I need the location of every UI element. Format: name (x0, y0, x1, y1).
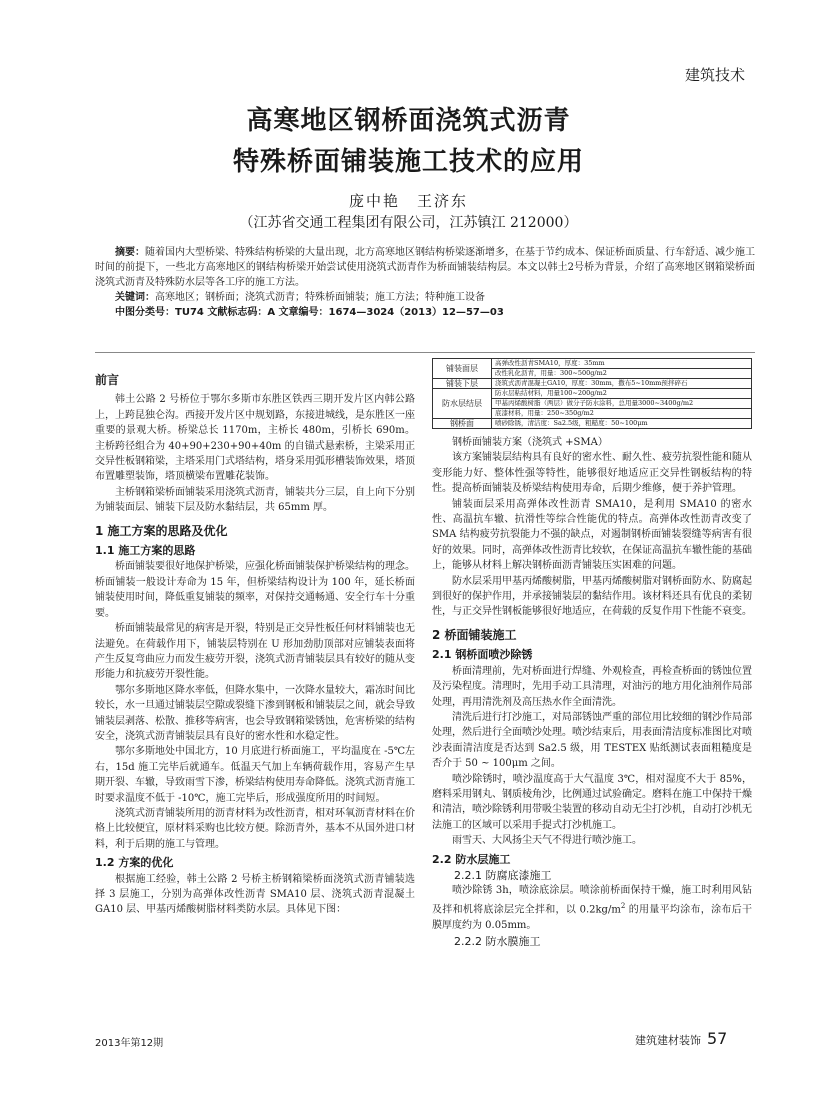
table-caption: 钢桥面铺装方案（浇筑式 +SMA） (452, 437, 608, 448)
paragraph: 根据施工经验，韩土公路 2 号桥主桥钢箱梁桥面浇筑式沥青铺装选择 3 层施工，分别为高弹体改性沥青 SMA10 层、浇筑式沥青混凝土 GA10 层、甲基丙烯酸树脂材料类防水层。具体见下图： (95, 873, 415, 916)
divider (95, 352, 755, 353)
abstract-body: 随着国内大型桥梁、特殊结构桥梁的大量出现，北方高寒地区钢结构桥梁逐渐增多，在基于节约成本、保证桥面质量、行车舒适、减少施工时间的前提下，一些北方高寒地区的钢结构桥梁开始尝试使用浇筑式沥青作为桥面铺装结构层。本文以韩土2号桥为背景，介绍了高寒地区钢箱梁桥面浇筑式沥青及特殊防水层等各工序的施工方法。 (95, 247, 755, 288)
subsubsection-heading: 2.2.1 防腐底漆施工 (454, 868, 552, 882)
layer-detail: 甲基丙烯酸树脂（两层）做分子防水涂料，总用量3000~3400g/m2 (492, 399, 752, 409)
layer-name: 钢桥面 (433, 419, 492, 429)
paragraph: 铺装面层采用高弹体改性沥青 SMA10，是利用 SMA10 的密水性、高温抗车辙、抗滑性等综合性能优的特点。高弹体改性沥青改变了 SMA 结构疲劳抗裂能力不强的缺点，对遏制钢桥面铺装裂缝等病害有很好的效果。同时，高弹体改性沥青比较软，在保证高温抗车辙性能的基础上，能够从材料上解决钢桥面沥青铺装压实困难的问题。 (432, 498, 752, 572)
abstract-block (95, 245, 755, 320)
keywords-body: 高寒地区；钢桥面；浇筑式沥青；特殊桥面铺装；施工方法；特种施工设备 (155, 292, 485, 303)
paragraph: 该方案铺装层结构具有良好的密水性、耐久性、疲劳抗裂性能和随从变形能力好、整体性强等特性，能够很好地适应正交异性钢板结构的特性。提高桥面铺装及桥梁结构使用寿命，后期少维修，便于养护管理。 (432, 452, 752, 495)
layer-detail: 喷砂除锈，清洁度：Sa2.5级，粗糙度：50~100μm (492, 419, 752, 429)
text-run: 喷沙除锈 3h，喷涂底涂层。喷涂前桥面保持干燥，施工时利用风钻及拌和机将底涂层完全拌和，以 0.2kg/m (432, 885, 752, 916)
section-heading: 2 桥面铺装施工 (432, 627, 517, 642)
table-row (433, 379, 752, 389)
table-row (433, 389, 752, 399)
layer-detail: 浇筑式沥青混凝土GA10，厚度：30mm，撒布5~10mm预拌碎石 (492, 379, 752, 389)
paragraph: 清洗后进行打沙施工，对局部锈蚀严重的部位用比较细的钢沙作局部处理，然后进行全面喷沙处理。喷沙结束后，用表面清洁度标准图比对喷沙表面清洁度是否达到 Sa2.5 级，用 TESTEX 贴纸测试表面粗糙度是否介于 50 ~ 100μm 之间。 (432, 711, 752, 770)
superscript: 2 (620, 901, 626, 910)
layer-detail: 高弹改性沥青SMA10，厚度：35mm (492, 359, 752, 369)
paragraph: 主桥钢箱梁桥面铺装采用浇筑式沥青，铺装共分三层，自上向下分别为铺装面层、铺装下层及防水黏结层，共 65mm 厚。 (95, 486, 415, 514)
paragraph: 雨雪天、大风扬尘天气不得进行喷沙施工。 (452, 835, 642, 847)
subsection-heading: 2.1 钢桥面喷沙除锈 (432, 648, 533, 662)
preface-heading: 前言 (95, 373, 120, 387)
text-run: 的用量平均涂布，涂布后干膜厚度约为 0.05mm。 (432, 904, 752, 931)
table-row (433, 419, 752, 429)
paragraph: 浇筑式沥青铺装所用的沥青材料为改性沥青，相对环氧沥青材料在价格上比较便宜，原材料采购也比较方便。除沥青外，基本不从国外进口材料，利于后期的施工与管理。 (95, 807, 415, 850)
journal-name: 建筑建材装饰 (635, 1034, 701, 1047)
paragraph: 防水层采用甲基丙烯酸树脂，甲基丙烯酸树脂对钢桥面防水、防腐起到很好的保护作用，并承接铺装层的黏结作用。该材料还具有优良的柔韧性，与正交异性钢板能够很好地适应，在荷载的反复作用下性能不衰变。 (432, 575, 752, 618)
paragraph: 桥面铺装要很好地保护桥梁，应强化桥面铺装保护桥梁结构的理念。桥面铺装一般设计寿命为 15 年，但桥梁结构设计为 100 年，延长桥面铺装使用时间，降低重复铺装的频率，对保持交通畅通、安全行车十分重要。 (95, 561, 415, 619)
subsubsection-heading: 2.2.2 防水膜施工 (454, 934, 541, 948)
section-tag: 建筑技术 (684, 66, 745, 84)
paragraph: 鄂尔多斯地处中国北方，10 月底进行桥面施工，平均温度在 -5℃左右，15d 施工完毕后就通车。低温天气加上车辆荷载作用，容易产生早期开裂、车辙，导致雨雪下渗，桥梁结构使用寿命降低。浇筑式沥青施工时要求温度不低于 -10℃，施工完毕后，形成强度所用的时间短。 (95, 746, 416, 804)
paragraph: 鄂尔多斯地区降水率低，但降水集中，一次降水量较大，霜冻时间比较长，水一旦通过铺装层空隙或裂缝下渗到钢板和铺装层之间，就会导致铺装层剥落、松散、推移等病害，也会导致钢箱梁锈蚀，危害桥梁的结构安全，浇筑式沥青铺装层具有良好的密水性和水稳定性。 (95, 684, 415, 742)
affiliation: （江苏省交通工程集团有限公司，江苏镇江 212000） (239, 215, 578, 231)
layer-detail: 底漆材料，用量：250~350g/m2 (492, 409, 752, 419)
section-heading: 1 施工方案的思路及优化 (95, 523, 228, 538)
title-line-1: 高寒地区钢桥面浇筑式沥青 (246, 106, 571, 136)
table-row (433, 359, 752, 369)
subsection-heading: 1.2 方案的优化 (95, 856, 174, 870)
layer-name: 铺装面层 (433, 359, 492, 379)
layer-name: 防水层结层 (433, 389, 492, 419)
left-column (95, 365, 415, 918)
right-column (432, 358, 752, 949)
journal-footer (635, 1029, 727, 1048)
classification: 中图分类号：TU74 文献标志码：A 文章编号：1674—3024（2013）12—57—03 (115, 307, 504, 318)
abstract-text (95, 245, 755, 290)
paragraph: 桥面铺装最常见的病害是开裂，特别是正交异性板任何材料铺装也无法避免。在荷载作用下，铺装层特别在 U 形加劲肋顶部对应铺装表面将产生反复弯曲应力而发生疲劳开裂，浇筑式沥青铺装层具有较好的随从变形能力和抗疲劳开裂性能。 (95, 623, 415, 681)
paragraph: 喷沙除锈时，喷沙温度高于大气温度 3℃，相对湿度不大于 85%，磨料采用钢丸、钢质棱角沙，比例通过试验确定。磨料在施工中保持干燥和清洁，喷沙除锈利用带吸尘装置的移动自动无尘打沙机，自动打沙机无法施工的区域可以采用手提式打沙机施工。 (432, 773, 752, 831)
title-line-2: 特殊桥面铺装施工技术的应用 (232, 147, 584, 177)
page-number: 57 (707, 1029, 728, 1048)
keywords (95, 290, 755, 305)
paragraph: 桥面清理前，先对桥面进行焊缝、外观检查，再检查桥面的锈蚀位置及污染程度。清理时，先用手动工具清理，对油污的地方用化油剂作局部处理，再用清洗剂及高压热水作全面清洗。 (432, 665, 752, 708)
layer-detail: 防水层粘结材料，用量100~200g/m2 (492, 389, 752, 399)
issue-label: 2013年第12期 (95, 1038, 164, 1049)
keywords-label: 关键词： (115, 292, 155, 303)
pavement-structure-table (432, 358, 752, 429)
subsection-heading: 2.2 防水层施工 (432, 852, 511, 866)
paragraph (432, 883, 752, 933)
layer-detail: 改性乳化沥青，用量：300~500g/m2 (492, 369, 752, 379)
paragraph: 韩土公路 2 号桥位于鄂尔多斯市东胜区铁西三期开发片区内韩公路上，上跨昆独仑沟。西接开发片区中规划路，东接进城线，是东胜区一座重要的景观大桥。桥梁总长 1170m，主桥长 480m，引桥长 690m。主桥跨径组合为 40+90+230+90+40m 的自锚式悬索桥，主梁采用正交异性板钢箱梁，主塔采用门式塔结构，塔身采用弧形槽装饰效果，塔顶布置雕塑装饰，塔顶横梁布置雕花装饰。 (95, 394, 415, 483)
abstract-label: 摘要： (115, 247, 145, 258)
layer-name: 铺装下层 (433, 379, 492, 389)
subsection-heading: 1.1 施工方案的思路 (95, 544, 196, 558)
authors: 庞中艳 王济东 (348, 192, 468, 210)
